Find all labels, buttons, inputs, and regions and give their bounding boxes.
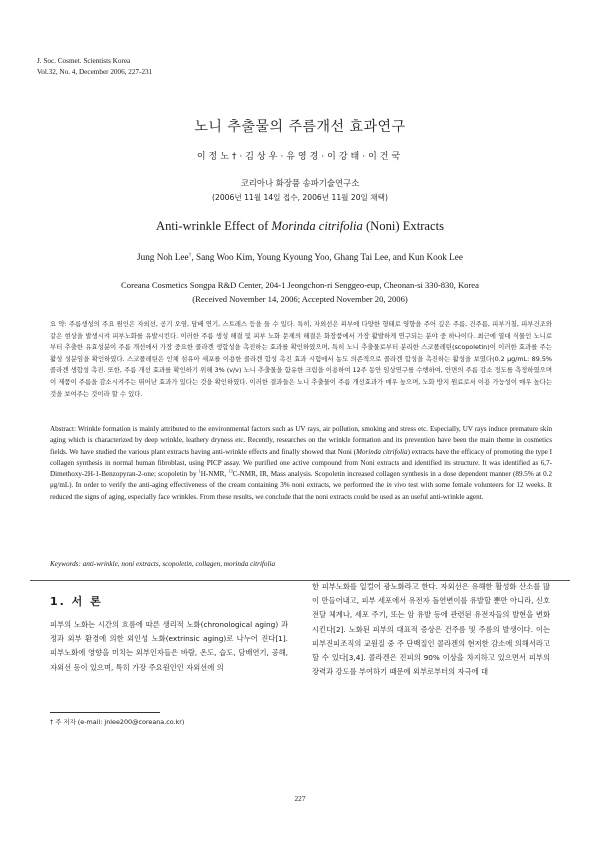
english-affiliation: Coreana Cosmetics Songpa R&D Center, 204-1 Jeongchon-ri Senggeo-eup, Cheonan-si 330-830, Korea: [121, 280, 479, 290]
korean-received-dates: (2006년 11월 14일 접수, 2006년 11월 20일 채택): [212, 193, 388, 202]
abstract-label: Abstract: [50, 425, 75, 433]
english-title-species: Morinda citrifolia: [271, 219, 363, 233]
korean-affiliation: 코리아나 화장품 송파기술연구소: [240, 178, 360, 188]
english-received-dates: (Received November 14, 2006; Accepted November 20, 2006): [192, 294, 408, 304]
footnote-divider: [50, 712, 160, 713]
other-authors: , Sang Woo Kim, Young Kyoung Yoo, Ghang Tai Lee, and Kun Kook Lee: [191, 252, 463, 262]
abstract-invivo-italic: in vivo: [386, 481, 406, 490]
english-authors: [0, 252, 600, 262]
first-author: Jung Noh Lee: [137, 252, 189, 262]
section-heading-introduction: 1. 서 론: [50, 595, 103, 608]
footnote-email: † 주 저자 (e-mail: jnlee200@coreana.co.kr): [50, 718, 185, 726]
korean-title: 노니 추출물의 주름개선 효과연구: [194, 119, 406, 135]
abstract-text-5: test with some female volunteers for 12 weeks. It reduced the signs of aging, especially face wrinkles. From these results, we conclude that the noni extracts could be used as an useful anti-wrinkle agent.: [50, 481, 553, 501]
nmr-superscript-1: 1: [198, 468, 201, 474]
abstract-text-3: H-NMR,: [200, 470, 229, 479]
journal-header: [37, 56, 152, 78]
corresponding-mark: †: [188, 251, 192, 258]
korean-abstract: 요 약: 주름생성의 주요 원인은 자외선, 공기 오염, 담배 연기, 스트레스 등을 들 수 있다. 특히, 자외선은 피부에 다양한 형태로 영향을 주어 깊은 주름, 건주름, 피부거칠, 피부건조와 같은 현상을 발생시켜 피부노화를 유발시킨다. 이러한 주름 생성 해결 및 피부 노화 문제의 해결은 화장품에서 가장 활발하게 연구되는 분야 중 하나이다. 최근에 열대 식물인 노니로부터 추출한 유효성분이 주름 개선에서 가장 중요한 콜라겐 생합성을 촉진하는 효과를 확인하였으며, 특히 노니 추출물로부터 분리한 스코폴레틴(scopoletin)이 이러한 효과를 주는 활성 성분임을 확인하였다. 스코폴레틴은 인체 섬유아 세포를 이용한 콜라겐 합성 촉진 효과 시험에서 농도 의존적으로 콜라겐 합성을 촉진하는 활성을 보였다(0.2 μg/mL: 89.5% 콜라겐 생합성 촉진. 또한, 주름 개선 효과를 확인하기 위해 3% (v/v) 노니 추출물을 함유한 크림을 이용하여 12주 동안 임상연구를 수행하여, 안면의 주름 감소 정도를 측정하였으며 이 제품이 주름을 감소시켜주는 뛰어난 효과가 있다는 것을 확인하였다. 이러한 결과들은 노니 추출물이 주름 개선효과가 매우 높으며, 노화 방지 원료로서 이용 가능성이 매우 높다는 것을 보여주는 것이라 할 수 있다.: [50, 320, 552, 398]
english-title: [0, 219, 600, 234]
journal-volume: Vol.32, No. 4, December 2006, 227-231: [37, 68, 153, 76]
abstract-text-2: ) extracts have the efficacy of promoting the type I collagen synthesis in normal human fibroblast, using PICP assay. We purified one active compound from Noni extracts and identified its structure. It was identified as 6,7-Dimethoxy-2H-1-Benzopyran-2-one; scopoletin by: [50, 447, 552, 479]
korean-authors: 이정노†·김상우·유영경·이강태·이건국: [196, 152, 404, 162]
page-number: 227: [294, 794, 306, 803]
abstract-species-italic: Morinda citrifolia: [356, 447, 408, 456]
nmr-superscript-13: 13: [228, 468, 233, 474]
english-title-part1: Anti-wrinkle Effect of: [156, 219, 272, 233]
journal-name: J. Soc. Cosmet. Scientists Korea: [37, 57, 131, 65]
abstract-text-1: : Wrinkle formation is mainly attributed to the environmental factors such as UV rays, air pollution, smoking and stress etc. Especially, UV rays induce premature skin aging which is characterized by deep wrinkle, leathery dryness etc. Recently, researches on the wrinkle formation and its prevention have been the main theme in cosmetics fields. We have studied the various plant extracts having anti-wrinkle effects and finally showed that Noni (: [50, 425, 552, 456]
keywords: Keywords: anti-wrinkle, noni extracts, scopoletin, collagen, morinda citrifolia: [50, 560, 276, 568]
intro-right-column: 한 피부노화를 일컬어 광노화라고 한다. 자외선은 유해한 활성화 산소를 많이 만들어내고, 피부 세포에서 유전자 돌연변이를 유발할 뿐만 아니라, 신호 전달 체계나, 세포 주기, 또는 암 유발 등에 관련된 유전자들의 발현을 변화시킨다[2]. 노화된 피부의 대표적 증상은 건주름 및 주름의 발생이다. 이는 피부진피조직의 교원질 중 주 단백질인 콜라겐의 현저한 감소에 의해서라고 할 수 있다[3,4]. 콜라겐은 진피의 90% 이상을 차지하고 있으면서 피부의 장력과 강도를 부여하기 때문에 외부로부터의 자극에 대: [312, 582, 550, 677]
abstract-text-4: C-NMR, IR, Mass analysis. Scopoletin increased collagen synthesis in a dose dependent manner (89.5% at 0.2 μg/mL). In order to verify the anti-aging effectiveness of the cream containing 3% noni extracts, we performed the: [50, 470, 552, 490]
english-abstract: [50, 424, 552, 503]
intro-left-column: 피부의 노화는 시간의 흐름에 따른 생리적 노화(chronological aging) 과정과 외부 환경에 의한 외인성 노화(extrinsic aging)로 나누어 진다[1]. 피부노화에 영향을 미치는 외부인자들은 바람, 온도, 습도, 담배연기, 공해, 자외선 등이 있으며, 특히 가장 주요원인인 자외선에 의: [50, 620, 288, 672]
english-title-part2: (Noni) Extracts: [362, 219, 444, 233]
